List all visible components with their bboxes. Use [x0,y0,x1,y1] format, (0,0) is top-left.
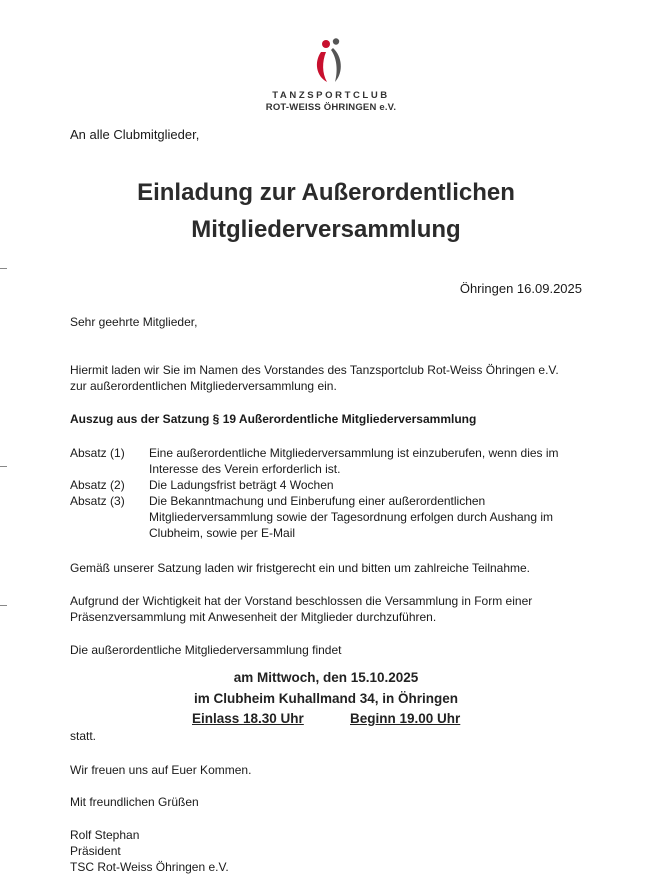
takes-place-text: Die außerordentliche Mitgliederversammlung findet [70,643,342,657]
event-location: im Clubheim Kuhallmand 34, in Öhringen [193,691,459,706]
intro-line-2: zur außerordentlichen Mitgliederversammlung ein. [70,379,337,393]
excerpt-heading: Auszug aus der Satzung § 19 Außerordentliche Mitgliederversammlung [70,412,477,426]
dancer-couple-icon [311,38,351,88]
greeting: Sehr geehrte Mitglieder, [70,315,198,329]
intro-line-1: Hiermit laden wir Sie im Namen des Vorstandes des Tanzsportclub Rot-Weiss Öhringen e.V. [70,363,559,377]
decision-line-2: Präsenzversammlung mit Anwesenheit der Mitglieder durchzuführen. [70,610,437,624]
event-entry-time: Einlass 18.30 Uhr [192,711,304,726]
fold-mark [0,268,7,269]
paragraph-text: Die Ladungsfrist beträgt 4 Wochen [149,478,334,492]
fold-mark [0,605,7,606]
paragraph-text: Die Bekanntmachung und Einberufung einer außerordentlichen Mitgliederversammlung sowie der Tagesordnung erfolgen durch Aushang im Clubheim, sowie per E-Mail [149,494,554,540]
signature-name: Rolf Stephan [70,828,140,842]
paragraph-label: Absatz (2) [70,478,125,492]
invitation-text: Gemäß unserer Satzung laden wir fristgerecht ein und bitten um zahlreiche Teilnahme. [70,561,531,575]
salutation: An alle Clubmitglieder, [70,127,200,142]
paragraph-text: Eine außerordentliche Mitgliederversammlung ist einzuberufen, wenn dies im Interesse des Verein erforderlich ist. [149,446,559,476]
closing-text: Wir freuen uns auf Euer Kommen. [70,763,252,777]
document-title-line-1: Einladung zur Außerordentlichen [137,179,515,206]
statt-text: statt. [70,729,97,743]
document-title-line-2: Mitgliederversammlung [191,216,461,243]
signature-org: TSC Rot-Weiss Öhringen e.V. [70,860,229,874]
signature-role: Präsident [70,844,121,858]
paragraph-label: Absatz (1) [70,446,125,460]
logo-text-top: TANZSPORTCLUB [272,90,390,101]
paragraph-label: Absatz (3) [70,494,125,508]
regards-text: Mit freundlichen Grüßen [70,795,199,809]
logo-text-bottom: ROT-WEISS ÖHRINGEN e.V. [265,102,397,113]
fold-mark [0,466,7,467]
document-date: Öhringen 16.09.2025 [459,281,582,296]
event-date: am Mittwoch, den 15.10.2025 [233,670,419,685]
event-start-time: Beginn 19.00 Uhr [350,711,461,726]
decision-line-1: Aufgrund der Wichtigkeit hat der Vorstand beschlossen die Versammlung in Form einer [70,594,533,608]
club-logo [256,38,406,113]
